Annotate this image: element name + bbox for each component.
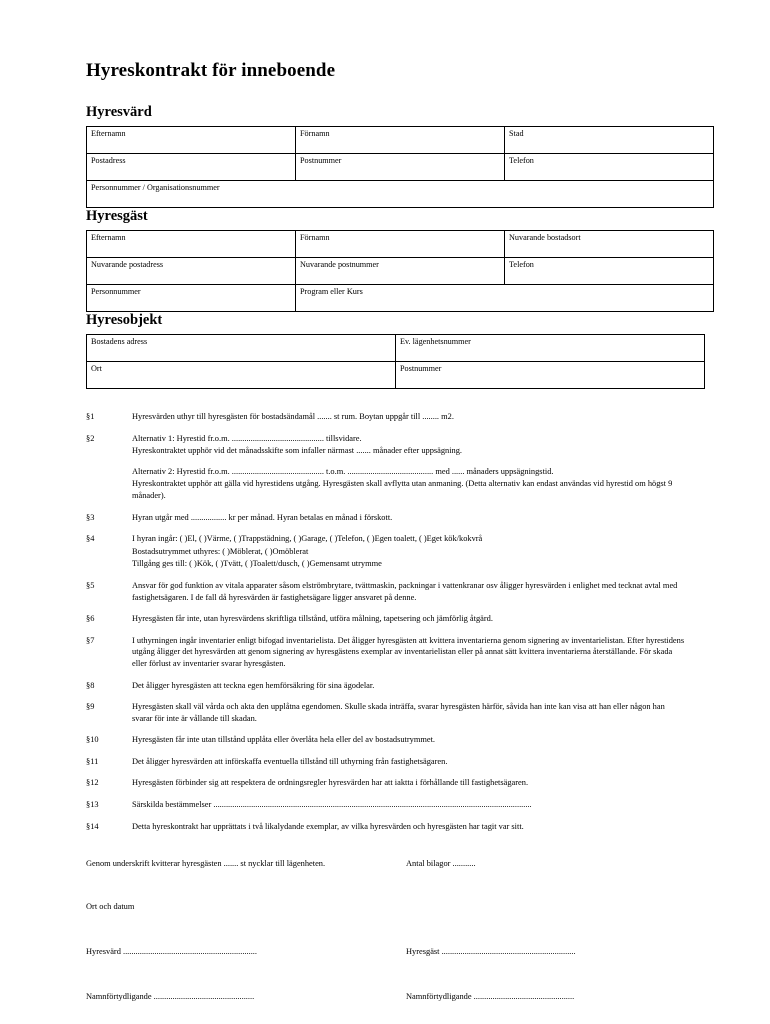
signature-landlord[interactable]: Hyresvärd ................................................................ — [86, 947, 257, 957]
clause-number: §6 — [86, 614, 95, 624]
clause-line[interactable]: Särskilda bestämmelser ........................................................................................................................................................ — [132, 800, 532, 810]
clause-body — [132, 411, 686, 424]
table-row — [87, 258, 714, 285]
clause-number: §2 — [86, 433, 95, 443]
clause-line: I uthyrningen ingår inventarier enligt bifogad inventarielista. Det åligger hyresgästen att kvittera inventarierna genom signering av inventarielistan. Efter hyrestidens utgång åligger det hyresvärden att genom signering av hyresgästens exemplar av inventarielistan eller på annat sätt kvittera inventarierna återställande. För skada eller förlust av inventarier svarar hyresgästen. — [132, 635, 685, 668]
table-row — [87, 285, 714, 312]
clause-body — [132, 580, 686, 604]
clause-line: Hyresvärden uthyr till hyresgästen för bostadsändamål ....... st rum. Boytan uppgår till ........ m2. — [132, 412, 454, 421]
clause-11 — [86, 756, 686, 769]
signature-tenant[interactable]: Hyresgäst ................................................................ — [406, 947, 576, 957]
attachments-text[interactable]: Antal bilagor ........... — [406, 859, 476, 869]
clause-14 — [86, 821, 686, 834]
clause-number: §3 — [86, 512, 95, 522]
clause-line: Hyresgästen får inte, utan hyresvärdens skriftliga tillstånd, utföra målning, tapetsering och jämförlig åtgärd. — [132, 614, 493, 624]
clause-line: Alternativ 1: Hyrestid fr.o.m. ............................................ tillsvidare. — [132, 433, 362, 443]
clause-line: Ansvar för god funktion av vitala apparater såsom elströmbrytare, tvättmaskin, packningar i vattenkranar osv åligger hyresvärden i enlighet med tecknat avtal med fastighetsägaren. I de fall då hyresvärden är fastighetsägare ligger ansvaret på denne. — [132, 580, 678, 602]
clause-number: §4 — [86, 534, 95, 544]
clause-line: Hyresgästen förbinder sig att respektera de ordningsregler hyresvärden har att iaktta i förhållande till fastighetsägaren. — [132, 778, 529, 788]
clause-6 — [86, 613, 686, 626]
clause-number: §14 — [86, 821, 99, 831]
table-row — [87, 181, 714, 208]
clause-number: §13 — [86, 800, 99, 810]
signature-row — [86, 947, 686, 956]
clause-number: §8 — [86, 680, 95, 690]
clause-line: Det åligger hyresgästen att teckna egen hemförsäkring för sina ägodelar. — [132, 680, 375, 690]
clause-number: §5 — [86, 580, 95, 590]
clause-list — [86, 411, 686, 833]
field-label-object-apartmentnumber[interactable]: Ev. lägenhetsnummer — [396, 335, 705, 362]
clause-number: §7 — [86, 635, 95, 645]
field-label-tenant-program[interactable]: Program eller Kurs — [296, 285, 714, 312]
clause-line: Hyran utgår med ................. kr per månad. Hyran betalas en månad i förskott. — [132, 512, 393, 522]
table-row — [87, 154, 714, 181]
field-label-tenant-phone[interactable]: Telefon — [505, 258, 714, 285]
clause-13 — [86, 799, 686, 812]
field-label-landlord-address[interactable]: Postadress — [87, 154, 296, 181]
clause-body — [132, 680, 686, 693]
clause-line[interactable]: Bostadsutrymmet uthyres: ( )Möblerat, ( )Omöblerat — [132, 546, 309, 556]
clarification-landlord[interactable]: Namnförtydligande ................................................ — [86, 992, 255, 1002]
field-label-landlord-firstname[interactable]: Förnamn — [296, 127, 505, 154]
landlord-table — [86, 126, 714, 208]
field-label-landlord-postcode[interactable]: Postnummer — [296, 154, 505, 181]
clause-1 — [86, 411, 686, 424]
table-row — [87, 231, 714, 258]
clause-body — [132, 512, 686, 525]
clause-4 — [86, 533, 686, 571]
clause-7 — [86, 635, 686, 671]
clause-3 — [86, 512, 686, 525]
clause-number: §10 — [86, 735, 99, 745]
clarification-tenant[interactable]: Namnförtydligande ................................................ — [406, 992, 575, 1002]
field-label-landlord-phone[interactable]: Telefon — [505, 154, 714, 181]
keys-text: Genom underskrift kvitterar hyresgästen ....... st nycklar till lägenheten. — [86, 859, 326, 869]
field-label-tenant-currentpostcode[interactable]: Nuvarande postnummer — [296, 258, 505, 285]
clause-2 — [86, 433, 686, 503]
clause-body — [132, 821, 686, 834]
footer-area — [86, 859, 686, 1001]
field-label-object-city[interactable]: Ort — [87, 362, 396, 389]
clause-body — [132, 777, 686, 790]
clause-line: Detta hyreskontrakt har upprättats i två likalydande exemplar, av vilka hyresvärden och hyresgästen har tagit var sitt. — [132, 821, 524, 831]
clause-body — [132, 635, 686, 671]
clause-number: §9 — [86, 702, 95, 712]
keys-attachments-row — [86, 859, 686, 868]
field-label-tenant-currentaddress[interactable]: Nuvarande postadress — [87, 258, 296, 285]
clause-5 — [86, 580, 686, 604]
clause-body — [132, 433, 686, 503]
section-title-landlord: Hyresvärd — [86, 104, 152, 120]
clause-body — [132, 734, 686, 747]
field-label-landlord-city[interactable]: Stad — [505, 127, 714, 154]
field-label-landlord-lastname[interactable]: Efternamn — [87, 127, 296, 154]
clause-body — [132, 701, 686, 725]
clause-8 — [86, 680, 686, 693]
document-content — [86, 60, 686, 1001]
clause-body — [132, 799, 686, 812]
table-row — [87, 335, 705, 362]
clause-line[interactable]: I hyran ingår: ( )El, ( )Värme, ( )Trappstädning, ( )Garage, ( )Telefon, ( )Egen toalett, ( )Eget kök/kokvrå — [132, 534, 483, 544]
table-row — [87, 362, 705, 389]
clause-10 — [86, 734, 686, 747]
clause-number: §11 — [86, 756, 99, 766]
field-label-tenant-personnumber[interactable]: Personnummer — [87, 285, 296, 312]
field-label-tenant-firstname[interactable]: Förnamn — [296, 231, 505, 258]
clause-body — [132, 613, 686, 626]
clause-line[interactable]: Tillgång ges till: ( )Kök, ( )Tvätt, ( )Toalett/dusch, ( )Gemensamt utrymme — [132, 559, 382, 569]
clause-line: Hyreskontraktet upphör vid det månadsskifte som infaller närmast ....... månader efter uppsägning. — [132, 446, 463, 456]
place-date-label: Ort och datum — [86, 902, 135, 912]
clause-number: §12 — [86, 778, 99, 788]
clause-9 — [86, 701, 686, 725]
field-label-object-postcode[interactable]: Postnummer — [396, 362, 705, 389]
clause-line: Hyresgästen får inte utan tillstånd upplåta eller överlåta hela eller del av bostadsutrymmet. — [132, 735, 436, 745]
clause-line: Alternativ 2: Hyrestid fr.o.m. ............................................ t.o.m. ......................................... med ...... månaders uppsägningstid. — [132, 466, 554, 476]
clause-line: Hyresgästen skall väl vårda och akta den upplåtna egendomen. Skulle skada inträffa, svarar hyresgästen härför, såvida han inte kan visa att han eller någon han svarar för inte är vållande till skadan. — [132, 702, 665, 723]
clause-number: §1 — [86, 412, 95, 421]
field-label-landlord-personnumber[interactable]: Personnummer / Organisationsnummer — [87, 181, 714, 208]
field-label-tenant-currentcity[interactable]: Nuvarande bostadsort — [505, 231, 714, 258]
clarification-row — [86, 992, 686, 1001]
section-title-tenant: Hyresgäst — [86, 208, 148, 224]
tenant-table — [86, 230, 714, 312]
clause-body — [132, 533, 686, 571]
object-table — [86, 334, 705, 389]
field-label-object-address[interactable]: Bostadens adress — [87, 335, 396, 362]
clause-12 — [86, 777, 686, 790]
clause-line: Hyreskontraktet upphör att gälla vid hyrestidens utgång. Hyresgästen skall avflytta utan anmaning. (Detta alternativ kan endast användas vid hyrestid om högst 9 månader). — [132, 479, 673, 500]
table-row — [87, 127, 714, 154]
clause-body — [132, 756, 686, 769]
section-title-object: Hyresobjekt — [86, 312, 163, 328]
clause-line: Det åligger hyresvärden att införskaffa eventuella tillstånd till uthyrning från fastighetsägaren. — [132, 756, 448, 766]
page-title: Hyreskontrakt för inneboende — [86, 60, 336, 81]
field-label-tenant-lastname[interactable]: Efternamn — [87, 231, 296, 258]
